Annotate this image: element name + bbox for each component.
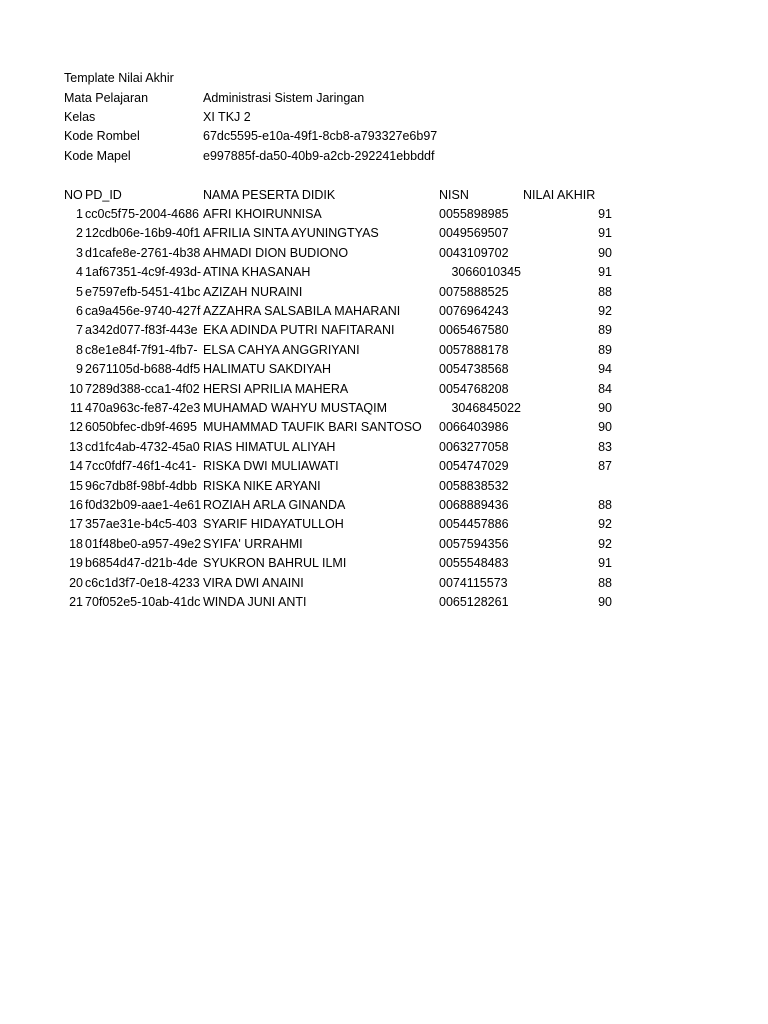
cell-nilai-akhir: 92 <box>598 517 612 531</box>
table-row <box>0 321 768 340</box>
cell-no: 4 <box>76 265 83 279</box>
header-no: NO <box>64 188 83 202</box>
page-title: Template Nilai Akhir <box>64 71 174 85</box>
cell-nilai-akhir: 84 <box>598 382 612 396</box>
cell-nisn: 0055548483 <box>439 556 509 570</box>
meta-label: Kelas <box>64 110 96 124</box>
cell-nisn: 0054747029 <box>439 459 509 473</box>
cell-nilai-akhir: 89 <box>598 323 612 337</box>
cell-pd-id: 2671105d-b688-4df5 <box>85 362 201 376</box>
cell-pd-id: 6050bfec-db9f-4695 <box>85 420 197 434</box>
cell-nama: ATINA KHASANAH <box>203 265 311 279</box>
table-row <box>0 418 768 437</box>
meta-label: Kode Mapel <box>64 149 131 163</box>
meta-label: Mata Pelajaran <box>64 91 149 105</box>
meta-value: Administrasi Sistem Jaringan <box>203 91 365 105</box>
table-row <box>0 438 768 457</box>
cell-nilai-akhir: 89 <box>598 343 612 357</box>
meta-value: 67dc5595-e10a-49f1-8cb8-a793327e6b97 <box>203 129 438 143</box>
table-row <box>0 224 768 243</box>
cell-nisn: 0054768208 <box>439 382 509 396</box>
table-header <box>0 186 768 205</box>
cell-no: 21 <box>69 595 83 609</box>
cell-nisn: 0068889436 <box>439 498 509 512</box>
meta-row-mata-pelajaran <box>0 89 768 108</box>
cell-nama: EKA ADINDA PUTRI NAFITARANI <box>203 323 395 337</box>
cell-nama: RISKA NIKE ARYANI <box>203 479 321 493</box>
cell-nisn: 0066403986 <box>439 420 509 434</box>
cell-no: 7 <box>76 323 83 337</box>
cell-nama: ELSA CAHYA ANGGRIYANI <box>203 343 360 357</box>
cell-nilai-akhir: 90 <box>598 595 612 609</box>
cell-nilai-akhir: 90 <box>598 401 612 415</box>
cell-nama: SYIFA' URRAHMI <box>203 537 303 551</box>
cell-nilai-akhir: 92 <box>598 304 612 318</box>
cell-pd-id: a342d077-f83f-443e <box>85 323 198 337</box>
meta-row-kode-mapel <box>0 147 768 166</box>
cell-pd-id: 01f48be0-a957-49e2 <box>85 537 202 551</box>
cell-nama: SYUKRON BAHRUL ILMI <box>203 556 347 570</box>
meta-label: Kode Rombel <box>64 129 140 143</box>
cell-nilai-akhir: 90 <box>598 246 612 260</box>
header-nama: NAMA PESERTA DIDIK <box>203 188 336 202</box>
cell-no: 19 <box>69 556 83 570</box>
cell-nama: RIAS HIMATUL ALIYAH <box>203 440 336 454</box>
cell-no: 11 <box>70 401 83 415</box>
cell-pd-id: c6c1d3f7-0e18-4233 <box>85 576 200 590</box>
cell-nilai-akhir: 91 <box>598 207 612 221</box>
table-row <box>0 302 768 321</box>
cell-no: 6 <box>76 304 83 318</box>
cell-nilai-akhir: 88 <box>598 285 612 299</box>
cell-nisn: 0075888525 <box>439 285 509 299</box>
cell-no: 10 <box>69 382 83 396</box>
cell-nama: RISKA DWI MULIAWATI <box>203 459 339 473</box>
cell-pd-id: e7597efb-5451-41bc <box>85 285 201 299</box>
cell-pd-id: 70f052e5-10ab-41dc <box>85 595 201 609</box>
cell-pd-id: f0d32b09-aae1-4e61 <box>85 498 202 512</box>
table-row <box>0 380 768 399</box>
cell-nisn: 0054457886 <box>439 517 509 531</box>
table-row <box>0 341 768 360</box>
cell-no: 15 <box>69 479 83 493</box>
cell-nisn: 0065128261 <box>439 595 509 609</box>
cell-nilai-akhir <box>560 477 612 496</box>
cell-no: 18 <box>69 537 83 551</box>
table-row <box>0 574 768 593</box>
cell-pd-id: 12cdb06e-16b9-40f1 <box>85 226 201 240</box>
cell-nama: SYARIF HIDAYATULLOH <box>203 517 344 531</box>
cell-pd-id: 1af67351-4c9f-493d- <box>85 265 202 279</box>
cell-nisn: 0043109702 <box>439 246 509 260</box>
table-row <box>0 477 768 496</box>
cell-nama: MUHAMAD WAHYU MUSTAQIM <box>203 401 388 415</box>
cell-nama: VIRA DWI ANAINI <box>203 576 304 590</box>
meta-value: e997885f-da50-40b9-a2cb-292241ebbddf <box>203 149 435 163</box>
cell-nama: ROZIAH ARLA GINANDA <box>203 498 346 512</box>
table-row <box>0 283 768 302</box>
cell-no: 9 <box>76 362 83 376</box>
cell-nama: AFRI KHOIRUNNISA <box>203 207 322 221</box>
cell-no: 8 <box>76 343 83 357</box>
table-row <box>0 399 768 418</box>
cell-pd-id: 357ae31e-b4c5-403 <box>85 517 197 531</box>
cell-pd-id: b6854d47-d21b-4de <box>85 556 198 570</box>
cell-no: 20 <box>69 576 83 590</box>
cell-nama: AFRILIA SINTA AYUNINGTYAS <box>203 226 379 240</box>
table-row <box>0 205 768 224</box>
cell-nilai-akhir: 83 <box>598 440 612 454</box>
header-pd-id: PD_ID <box>85 188 122 202</box>
table-row <box>0 515 768 534</box>
cell-nama: AZZAHRA SALSABILA MAHARANI <box>203 304 401 318</box>
table-row <box>0 593 768 612</box>
cell-nisn: 0076964243 <box>439 304 509 318</box>
cell-nama: HERSI APRILIA MAHERA <box>203 382 349 396</box>
cell-pd-id: 7cc0fdf7-46f1-4c41- <box>85 459 197 473</box>
cell-nisn: 0063277058 <box>439 440 509 454</box>
table-row <box>0 457 768 476</box>
cell-no: 14 <box>69 459 83 473</box>
cell-nisn: 0058838532 <box>439 479 509 493</box>
cell-nama: MUHAMMAD TAUFIK BARI SANTOSO <box>203 420 422 434</box>
cell-pd-id: 96c7db8f-98bf-4dbb <box>85 479 197 493</box>
table-row <box>0 244 768 263</box>
cell-nilai-akhir: 91 <box>598 556 612 570</box>
cell-nisn: 0055898985 <box>439 207 509 221</box>
table-row <box>0 360 768 379</box>
cell-nisn: 0065467580 <box>439 323 509 337</box>
cell-pd-id: ca9a456e-9740-427f <box>85 304 201 318</box>
cell-pd-id: 7289d388-cca1-4f02 <box>85 382 200 396</box>
cell-nilai-akhir: 90 <box>598 420 612 434</box>
table-row <box>0 496 768 515</box>
cell-nisn: 3066010345 <box>451 265 521 279</box>
cell-pd-id: c8e1e84f-7f91-4fb7- <box>85 343 198 357</box>
cell-pd-id: 470a963c-fe87-42e3 <box>85 401 201 415</box>
cell-nama: AZIZAH NURAINI <box>203 285 303 299</box>
cell-no: 13 <box>69 440 83 454</box>
cell-pd-id: cd1fc4ab-4732-45a0 <box>85 440 200 454</box>
cell-nilai-akhir: 87 <box>598 459 612 473</box>
cell-nilai-akhir: 91 <box>598 265 612 279</box>
header-nilai-akhir: NILAI AKHIR <box>523 188 596 202</box>
header-nisn: NISN <box>439 188 469 202</box>
cell-nisn: 0054738568 <box>439 362 509 376</box>
cell-no: 3 <box>76 246 83 260</box>
cell-pd-id: d1cafe8e-2761-4b38 <box>85 246 201 260</box>
cell-no: 16 <box>69 498 83 512</box>
cell-nisn: 0049569507 <box>439 226 509 240</box>
cell-nilai-akhir: 88 <box>598 498 612 512</box>
table-row <box>0 554 768 573</box>
cell-nilai-akhir: 88 <box>598 576 612 590</box>
cell-nama: WINDA JUNI ANTI <box>203 595 307 609</box>
cell-nisn: 3046845022 <box>451 401 521 415</box>
table-row <box>0 263 768 282</box>
cell-no: 5 <box>76 285 83 299</box>
cell-no: 1 <box>76 207 83 221</box>
meta-row-kelas <box>0 108 768 127</box>
cell-nama: HALIMATU SAKDIYAH <box>203 362 332 376</box>
cell-nilai-akhir: 91 <box>598 226 612 240</box>
table-row <box>0 535 768 554</box>
cell-nisn: 0057594356 <box>439 537 509 551</box>
meta-row-kode-rombel <box>0 127 768 146</box>
meta-value: XI TKJ 2 <box>203 110 251 124</box>
cell-nilai-akhir: 92 <box>598 537 612 551</box>
cell-nisn: 0074115573 <box>439 576 508 590</box>
cell-no: 2 <box>76 226 83 240</box>
cell-no: 17 <box>69 517 83 531</box>
cell-nama: AHMADI DION BUDIONO <box>203 246 349 260</box>
cell-nisn: 0057888178 <box>439 343 509 357</box>
cell-nilai-akhir: 94 <box>598 362 612 376</box>
cell-no: 12 <box>69 420 83 434</box>
cell-pd-id: cc0c5f75-2004-4686 <box>85 207 199 221</box>
